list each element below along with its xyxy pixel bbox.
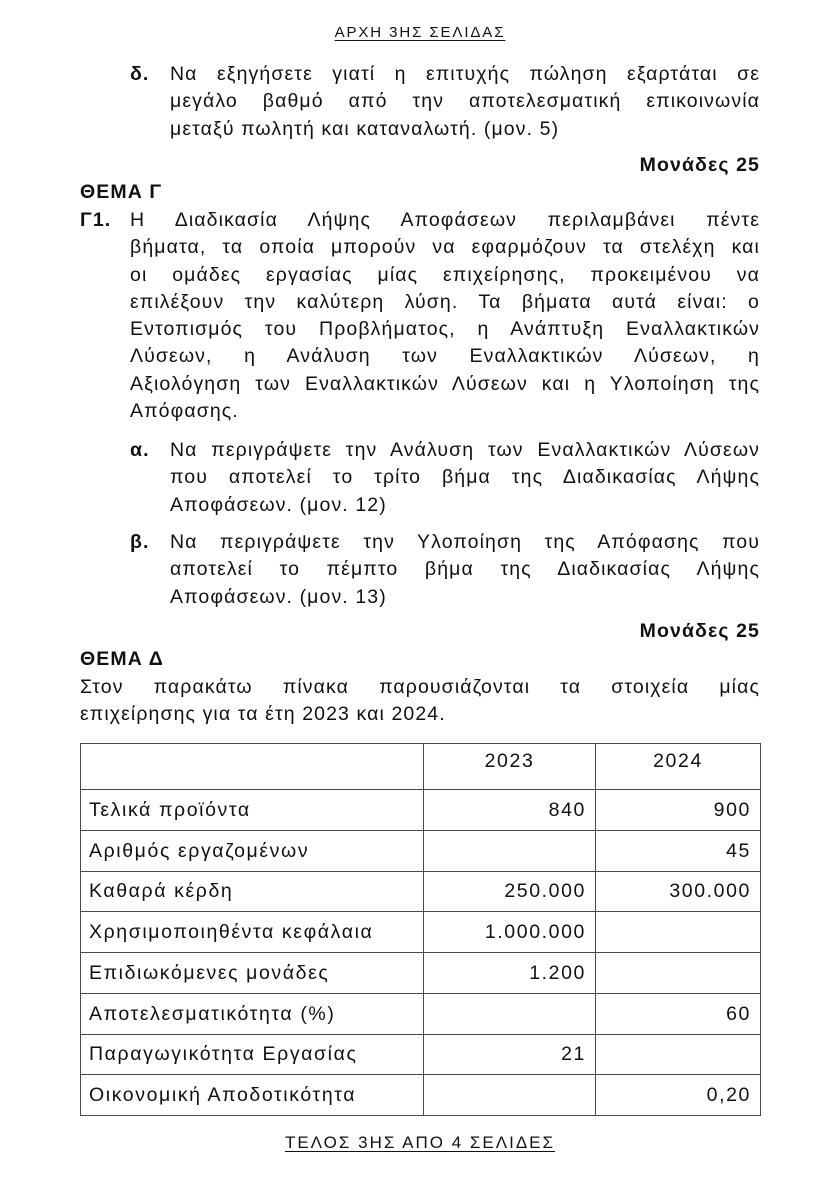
text-line: Να περιγράψετε την Υλοποίηση της Απόφασης που (170, 531, 760, 553)
section-title: ΘΕΜΑ Γ (80, 181, 163, 203)
text-line: βήματα, τα οποία μπορούν να εφαρμόζουν τα στελέχη και (130, 236, 760, 259)
question-text (130, 207, 760, 425)
table-cell: 840 (424, 790, 596, 831)
section-title: ΘΕΜΑ Δ (80, 648, 164, 670)
table-row (81, 1075, 761, 1116)
table-row (81, 993, 761, 1034)
text-line: μεταξύ πωλητή και καταναλωτή. (μον. 5) (170, 117, 560, 140)
table-header-cell (81, 744, 424, 790)
text-line: Εντοπισμός του Προβλήματος, η Ανάπτυξη Εναλλακτικών (130, 318, 760, 341)
text-line: Αξιολόγηση των Εναλλακτικών Λύσεων και η Υλοποίηση της (130, 372, 760, 395)
table-row-label: Χρησιμοποιηθέντα κεφάλαια (81, 912, 424, 953)
table-row (81, 912, 761, 953)
table-cell: 250.000 (424, 871, 596, 912)
table-cell (596, 1034, 761, 1075)
subquestion-b-label: β. (130, 531, 150, 553)
text-line: Αποφάσεων. (μον. 13) (170, 585, 387, 608)
subquestion-a-label: α. (130, 439, 150, 461)
text-line: επιχείρησης για τα έτη 2023 και 2024. (80, 703, 446, 726)
points-label: Μονάδες 25 (639, 154, 760, 176)
item-delta-label: δ. (130, 63, 150, 85)
table-cell (596, 953, 761, 994)
text-line: Η Διαδικασία Λήψης Αποφάσεων περιλαμβάνει πέντε (130, 209, 760, 231)
table-row-label: Αποτελεσματικότητα (%) (81, 993, 424, 1034)
table-cell: 45 (596, 830, 761, 871)
table-cell: 0,20 (596, 1075, 761, 1116)
data-table (80, 743, 761, 1116)
table-row (81, 1034, 761, 1075)
table-row (81, 830, 761, 871)
table-cell: 1.000.000 (424, 912, 596, 953)
table-row-label: Καθαρά κέρδη (81, 871, 424, 912)
table-cell (596, 912, 761, 953)
table-cell: 60 (596, 993, 761, 1034)
table-row-label: Τελικά προϊόντα (81, 790, 424, 831)
page-header: ΑΡΧΗ 3ΗΣ ΣΕΛΙΔΑΣ (334, 24, 506, 41)
text-line: Να περιγράψετε την Ανάλυση των Εναλλακτικών Λύσεων (170, 439, 760, 461)
text-line: επιλέξουν την καλύτερη λύση. Τα βήματα αυτά είναι: ο (130, 290, 760, 313)
section-intro (80, 674, 760, 729)
table-header-cell: 2024 (596, 744, 761, 790)
table-row (81, 871, 761, 912)
text-line: Απόφασης. (130, 400, 239, 423)
table-row-label: Επιδιωκόμενες μονάδες (81, 953, 424, 994)
table-cell: 1.200 (424, 953, 596, 994)
text-line: Λύσεων, η Ανάλυση των Εναλλακτικών Λύσεων, η (130, 345, 760, 368)
table-cell: 900 (596, 790, 761, 831)
table-cell (424, 1075, 596, 1116)
text-line: Αποφάσεων. (μον. 12) (170, 493, 387, 516)
table-cell: 300.000 (596, 871, 761, 912)
table-row (81, 790, 761, 831)
subquestion-b-text (170, 529, 760, 611)
subquestion-a-text (170, 437, 760, 519)
table-row-label: Αριθμός εργαζομένων (81, 830, 424, 871)
table-row (81, 953, 761, 994)
question-label: Γ1. (80, 209, 112, 231)
text-line: Να εξηγήσετε γιατί η επιτυχής πώληση εξαρτάται σε (170, 63, 760, 85)
text-line: αποτελεί το πέμπτο βήμα της Διαδικασίας Λήψης (170, 558, 760, 581)
table-row-label: Παραγωγικότητα Εργασίας (81, 1034, 424, 1075)
table-header-cell: 2023 (424, 744, 596, 790)
text-line: που αποτελεί το τρίτο βήμα της Διαδικασίας Λήψης (170, 466, 760, 489)
points-label: Μονάδες 25 (639, 620, 760, 642)
table-cell: 21 (424, 1034, 596, 1075)
table-cell (424, 830, 596, 871)
table-row-label: Οικονομική Αποδοτικότητα (81, 1075, 424, 1116)
text-line: οι ομάδες εργασίας μίας επιχείρησης, προκειμένου να (130, 263, 760, 286)
text-line: Στον παρακάτω πίνακα παρουσιάζονται τα στοιχεία μίας (80, 676, 760, 698)
item-delta-text (170, 61, 760, 143)
text-line: μεγάλο βαθμό από την αποτελεσματική επικοινωνία (170, 90, 760, 113)
page-footer: ΤΕΛΟΣ 3ΗΣ ΑΠΟ 4 ΣΕΛΙΔΕΣ (284, 1133, 556, 1152)
table-header-row (81, 744, 761, 790)
table-cell (424, 993, 596, 1034)
